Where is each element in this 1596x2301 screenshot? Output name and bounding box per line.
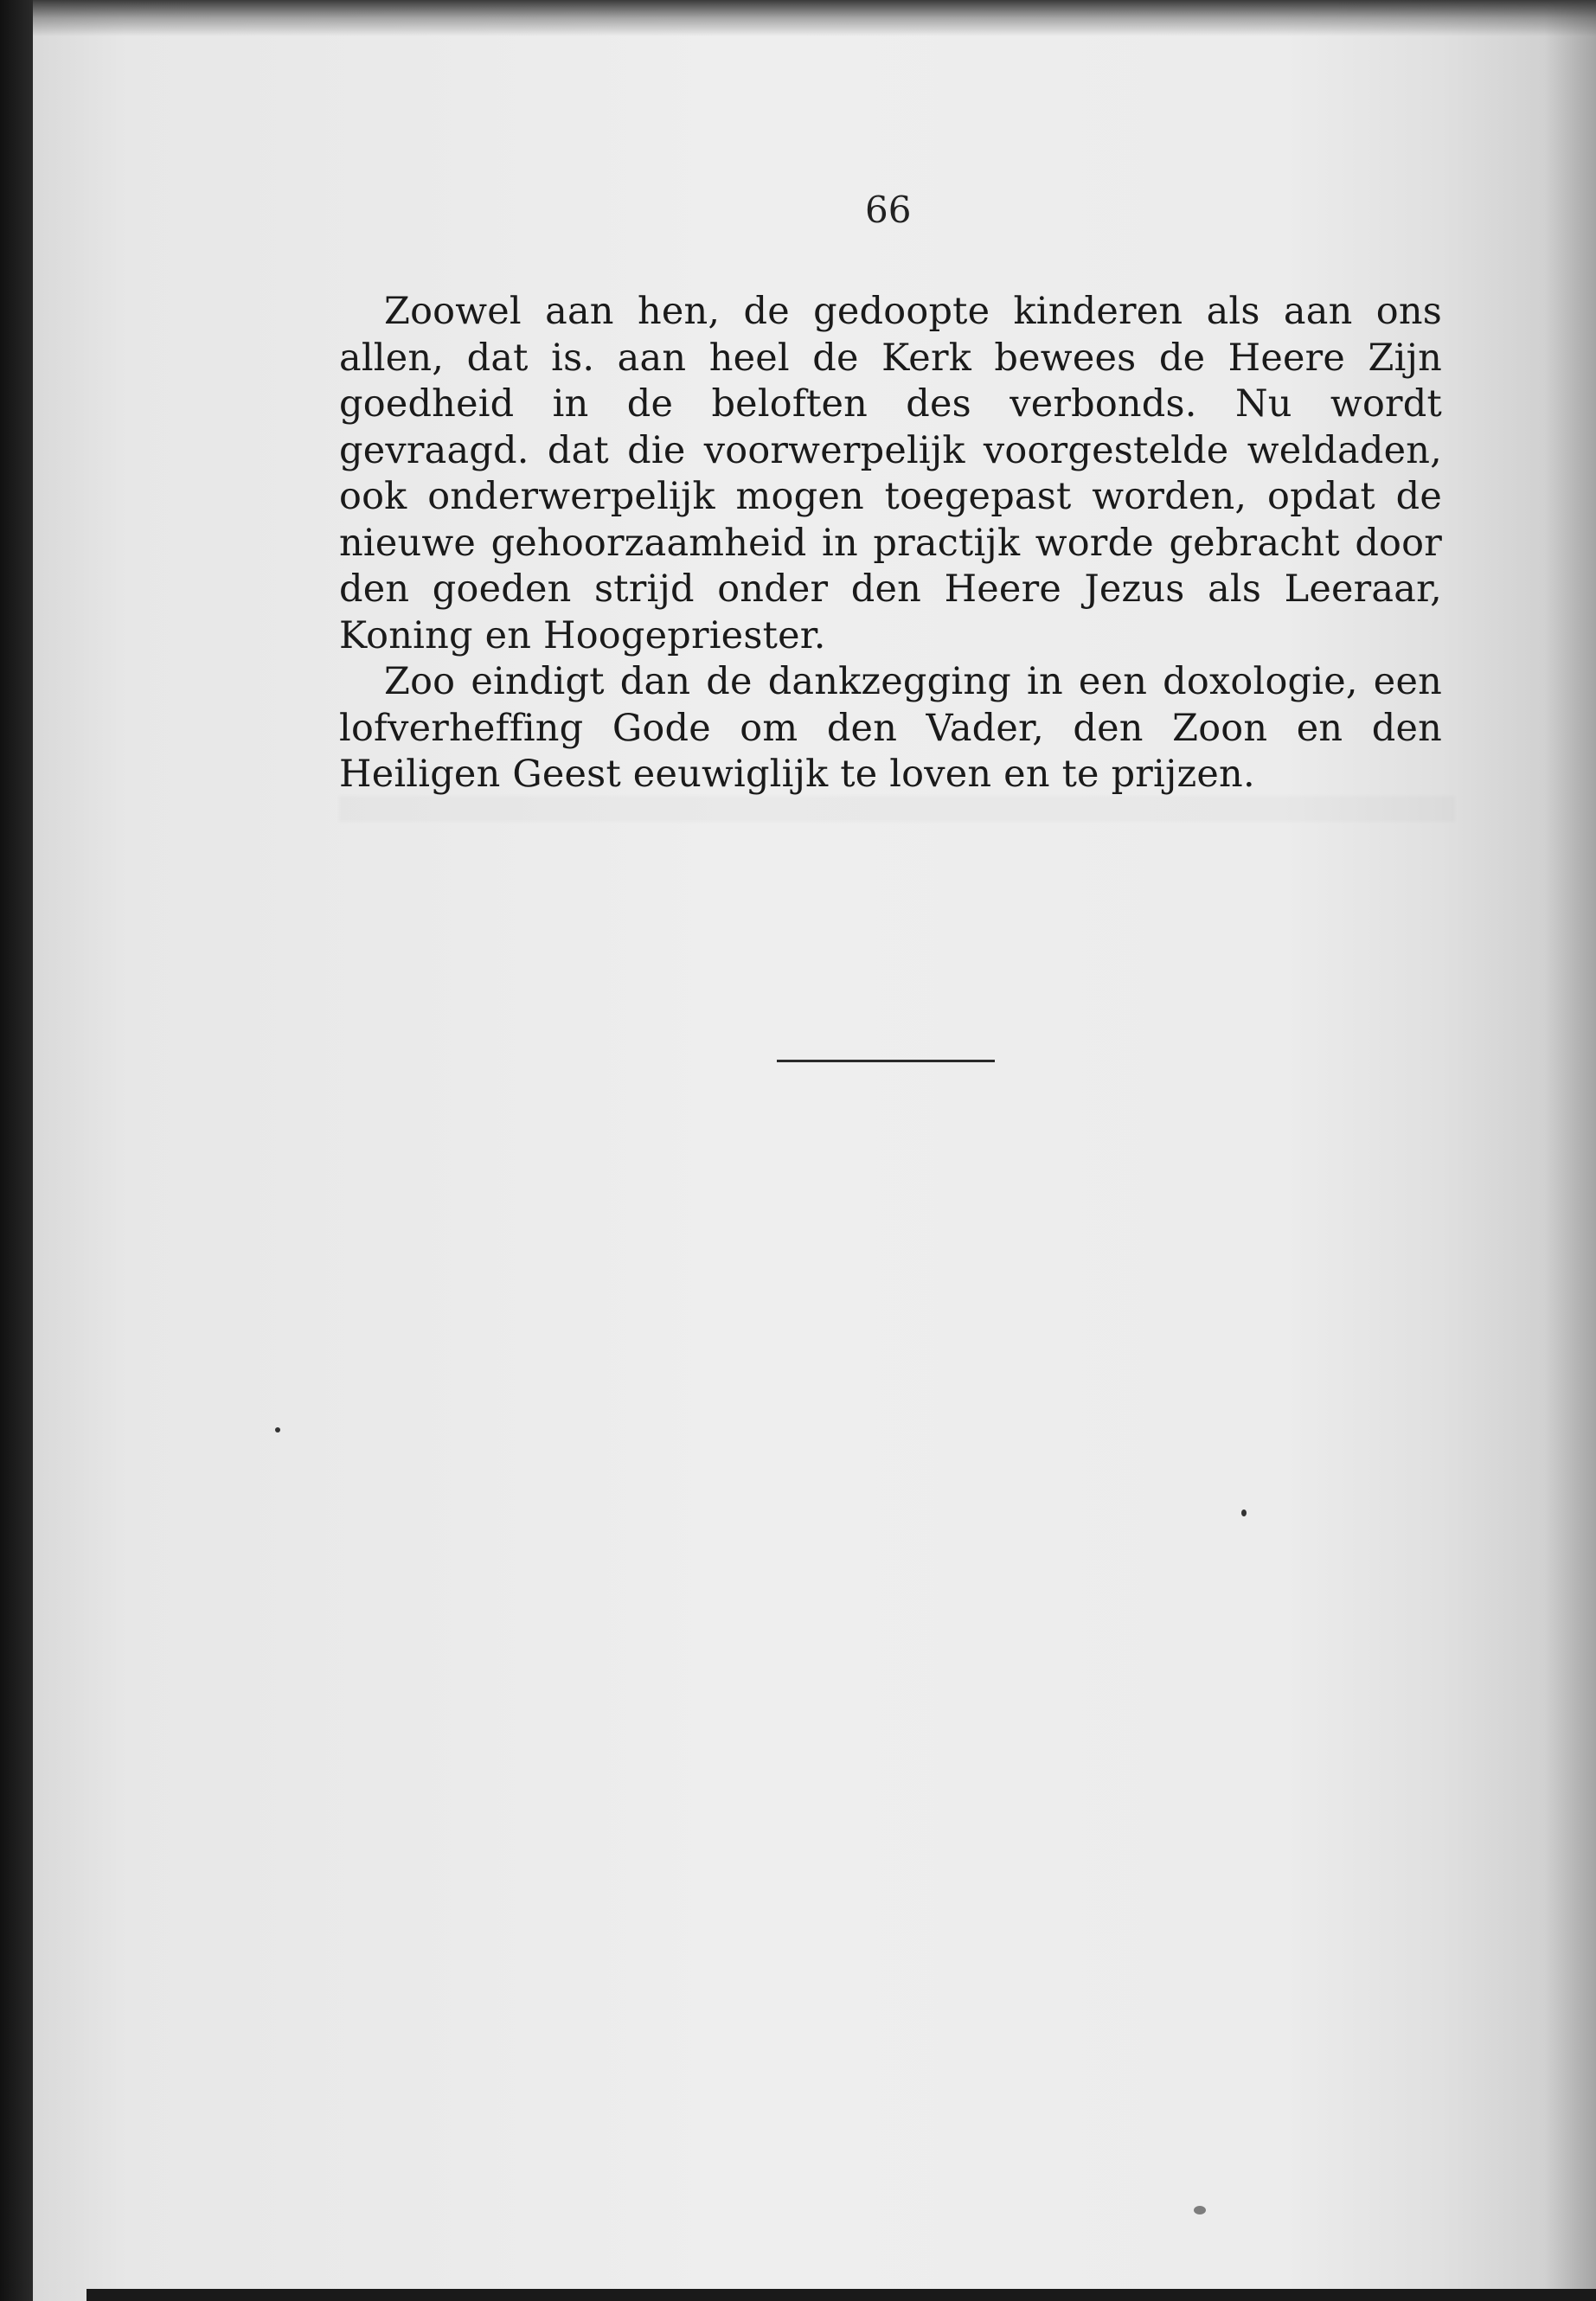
book-binding-edge [0, 0, 33, 2301]
print-speck [275, 1427, 280, 1433]
paragraph-2: Zoo eindigt dan de dankzegging in een doxologie, een lofverheffing Gode om den Vader, den Zoon en den Heiligen Geest eeuwiglijk te loven en te prijzen. [339, 660, 1442, 796]
print-speck [1241, 1509, 1247, 1516]
section-divider-rule [777, 1060, 995, 1062]
page-bottom-edge [87, 2289, 1596, 2301]
print-speck [1194, 2206, 1206, 2214]
page-number: 66 [865, 189, 912, 231]
page-top-shadow [33, 0, 1596, 36]
bleed-through-texture [339, 796, 1455, 841]
body-text [339, 289, 1442, 798]
paragraph-1: Zoowel aan hen, de gedoopte kinderen als aan ons allen, dat is. aan heel de Kerk bewees de Heere Zijn goedheid in de beloften des verbonds. Nu wordt gevraagd. dat die voorwerpelijk voorgestelde weldaden, ook onderwerpelijk mogen toegepast worden, opdat de nieuwe gehoorzaamheid in practijk worde gebracht door den goeden strijd onder den Heere Jezus als Leeraar, Koning en Hoogepriester. [339, 290, 1442, 657]
